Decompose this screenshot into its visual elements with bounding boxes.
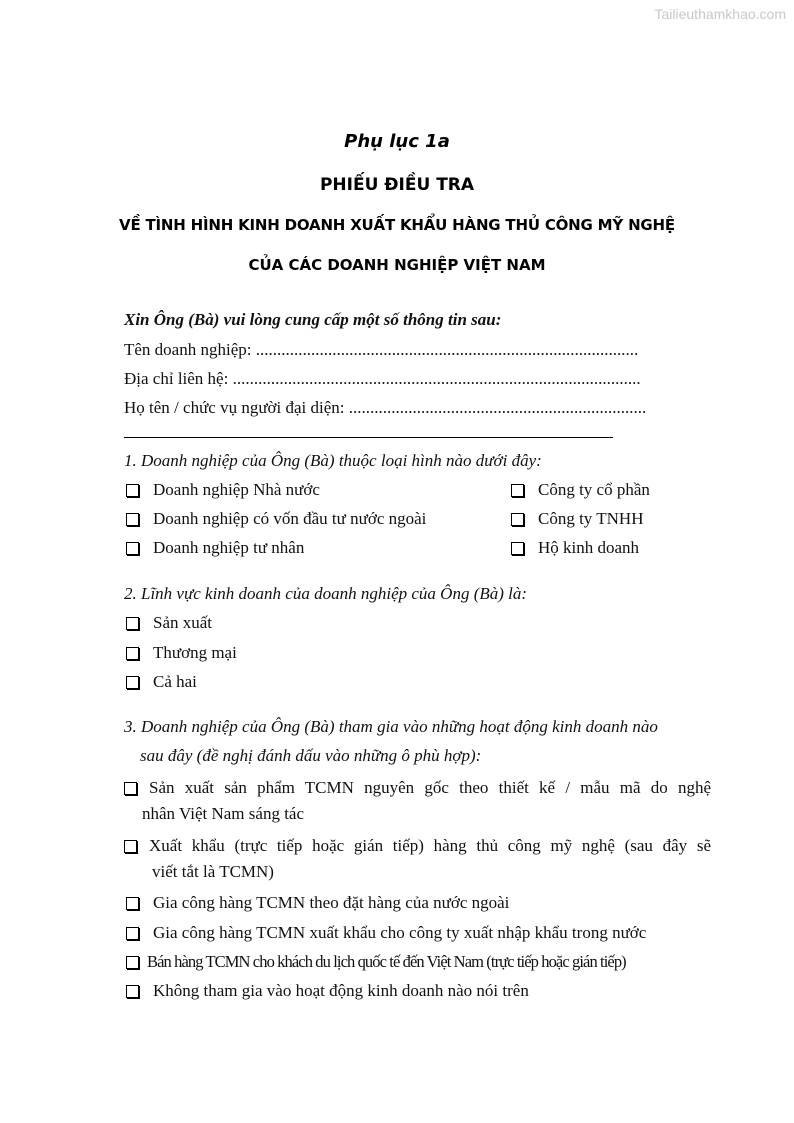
intro-text: Xin Ông (Bà) vui lòng cung cấp một số thông tin sau: — [124, 310, 502, 329]
checkbox-icon[interactable] — [126, 985, 139, 998]
checkbox-icon[interactable] — [511, 542, 524, 555]
option-label: Thương mại — [153, 643, 237, 662]
checkbox-icon[interactable] — [511, 484, 524, 497]
checkbox-icon[interactable] — [126, 484, 139, 497]
option-label: Sản xuất — [153, 613, 213, 632]
question-3-line1: 3. Doanh nghiệp của Ông (Bà) tham gia vào những hoạt động kinh doanh nào — [124, 717, 658, 736]
divider — [124, 437, 613, 438]
option-label: Bán hàng TCMN cho khách du lịch quốc tế đến Việt Nam (trực tiếp hoặc gián tiếp) — [147, 952, 626, 971]
q3-option-tourist-sales[interactable] — [126, 951, 626, 973]
form-subtitle-line1: VỀ TÌNH HÌNH KINH DOANH XUẤT KHẨU HÀNG THỦ CÔNG MỸ NGHỆ — [119, 216, 675, 234]
q1-option-private-enterprise[interactable] — [126, 537, 304, 559]
question-3-line2: sau đây (đề nghị đánh dấu vào những ô phù hợp): — [140, 746, 482, 765]
option-label: Doanh nghiệp Nhà nước — [153, 480, 320, 499]
company-name-field[interactable]: Tên doanh nghiệp: .......................................................................................... — [124, 340, 639, 359]
q1-option-foreign-invested[interactable] — [126, 508, 426, 530]
checkbox-icon[interactable] — [126, 897, 139, 910]
option-label: Doanh nghiệp tư nhân — [153, 538, 305, 557]
option-label: Hộ kinh doanh — [538, 538, 640, 557]
q1-option-llc[interactable] — [511, 508, 643, 530]
q3-option-processing-domestic[interactable] — [126, 922, 646, 944]
q1-option-household[interactable] — [511, 537, 639, 559]
option-label: Công ty TNHH — [538, 509, 644, 528]
option-label: Gia công hàng TCMN xuất khẩu cho công ty xuất nhập khẩu trong nước — [153, 923, 647, 942]
checkbox-icon[interactable] — [126, 676, 139, 689]
checkbox-icon[interactable] — [126, 617, 139, 630]
q2-option-production[interactable] — [126, 612, 212, 634]
representative-field[interactable]: Họ tên / chức vụ người đại diện: ...................................................................... — [124, 398, 647, 417]
option-label: Cả hai — [153, 672, 197, 691]
address-field[interactable]: Địa chỉ liên hệ: ................................................................................................ — [124, 369, 641, 388]
q3-option-processing-foreign[interactable] — [126, 892, 509, 914]
checkbox-icon[interactable] — [511, 513, 524, 526]
q2-option-both[interactable] — [126, 671, 197, 693]
q3-option-original-design[interactable] — [124, 775, 711, 827]
option-label: Công ty cổ phần — [538, 480, 650, 499]
form-subtitle-line2: CỦA CÁC DOANH NGHIỆP VIỆT NAM — [248, 256, 546, 274]
q3-option-none[interactable] — [126, 980, 529, 1002]
option-label-cont: viết tắt là TCMN) — [152, 862, 274, 881]
checkbox-icon[interactable] — [124, 840, 137, 853]
option-label: Không tham gia vào hoạt động kinh doanh nào nói trên — [153, 981, 529, 1000]
appendix-label: Phụ lục 1a — [344, 131, 450, 152]
q1-option-state-enterprise[interactable] — [126, 479, 320, 501]
checkbox-icon[interactable] — [124, 782, 137, 795]
option-label: Xuất khẩu (trực tiếp hoặc gián tiếp) hàng thủ công mỹ nghệ (sau đây sẽ — [149, 836, 711, 855]
checkbox-icon[interactable] — [126, 927, 139, 940]
question-1: 1. Doanh nghiệp của Ông (Bà) thuộc loại hình nào dưới đây: — [124, 451, 542, 470]
option-label: Gia công hàng TCMN theo đặt hàng của nước ngoài — [153, 893, 510, 912]
q1-option-joint-stock[interactable] — [511, 479, 650, 501]
option-label-cont: nhân Việt Nam sáng tác — [142, 804, 305, 823]
checkbox-icon[interactable] — [126, 513, 139, 526]
question-2: 2. Lĩnh vực kinh doanh của doanh nghiệp của Ông (Bà) là: — [124, 584, 528, 603]
checkbox-icon[interactable] — [126, 542, 139, 555]
option-label: Sản xuất sản phẩm TCMN nguyên gốc theo thiết kế / mẫu mã do nghệ — [149, 778, 711, 797]
option-label: Doanh nghiệp có vốn đầu tư nước ngoài — [153, 509, 427, 528]
q3-option-export[interactable] — [124, 833, 711, 885]
watermark: Tailieuthamkhao.com — [654, 6, 786, 22]
form-title: PHIẾU ĐIỀU TRA — [319, 175, 475, 195]
checkbox-icon[interactable] — [126, 956, 139, 969]
checkbox-icon[interactable] — [126, 647, 139, 660]
q2-option-trade[interactable] — [126, 642, 237, 664]
